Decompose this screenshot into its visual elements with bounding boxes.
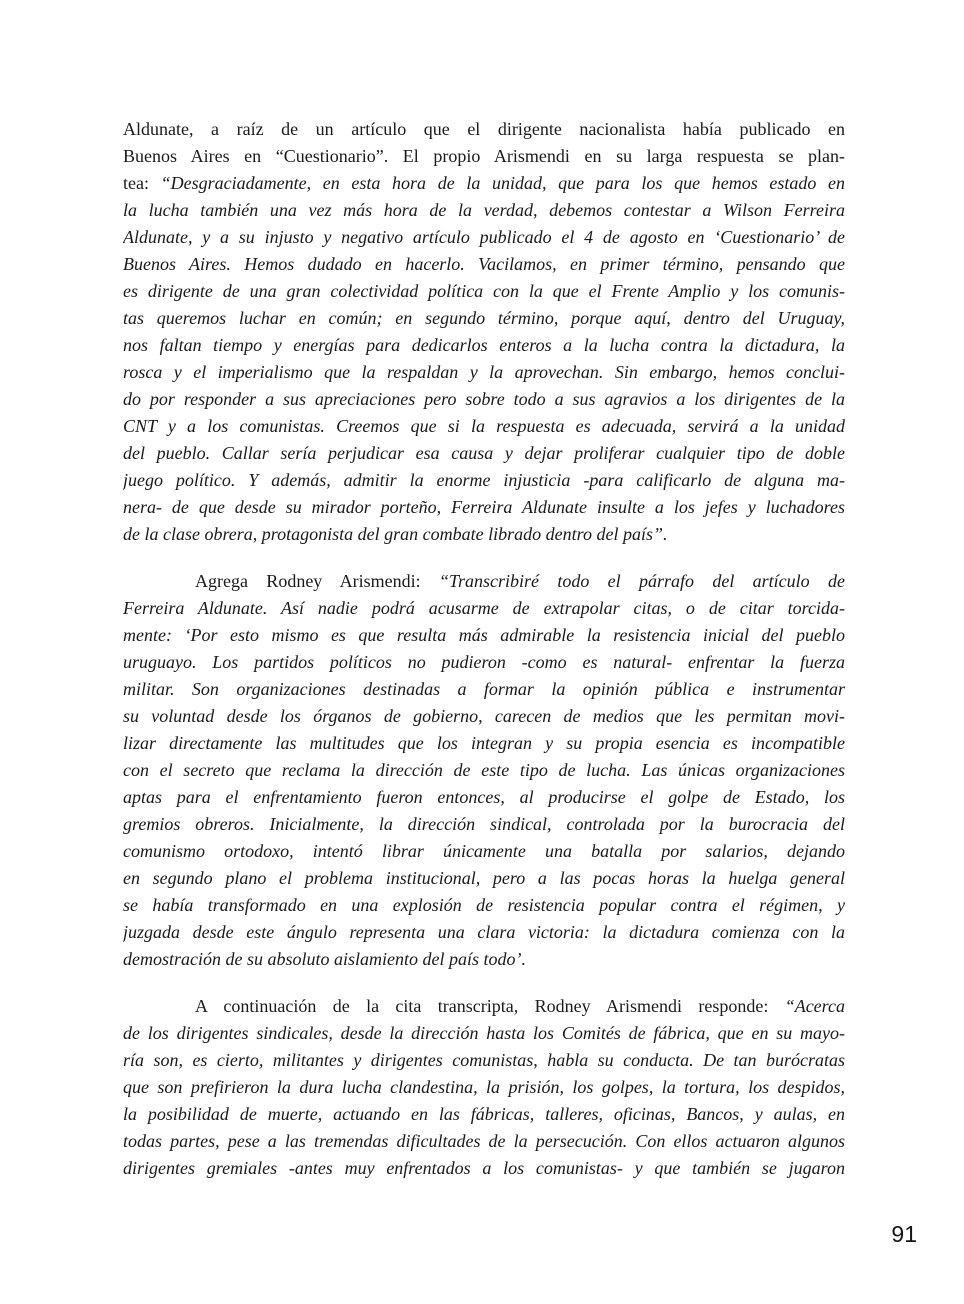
quoted-text-segment: ría son, es cierto, militantes y dirigentes comunistas, habla su conducta. De tan burócratas [123, 1050, 845, 1070]
narrative-text-segment: Buenos Aires en “Cuestionario”. El propio Arismendi en su larga respuesta se plan- [123, 146, 845, 166]
text-line [123, 811, 845, 838]
narrative-text-segment: Agrega Rodney Arismendi: [195, 571, 439, 591]
quoted-text-segment: Ferreira Aldunate. Así nadie podrá acusarme de extrapolar citas, o de citar torcida- [123, 598, 845, 618]
text-line [123, 1020, 845, 1047]
text-line [123, 676, 845, 703]
text-line [123, 413, 845, 440]
text-line [123, 703, 845, 730]
text-line [123, 521, 845, 548]
quoted-text-segment: la lucha también una vez más hora de la verdad, debemos contestar a Wilson Ferreira [123, 200, 845, 220]
text-line [123, 730, 845, 757]
text-block [123, 116, 845, 1182]
text-line [123, 170, 845, 197]
quoted-text-segment: nos faltan tiempo y energías para dedicarlos enteros a la lucha contra la dictadura, la [123, 335, 845, 355]
quoted-text-segment: CNT y a los comunistas. Creemos que si la respuesta es adecuada, servirá a la unidad [123, 416, 845, 436]
quoted-text-segment: “Desgraciadamente, en esta hora de la unidad, que para los que hemos estado en [160, 173, 845, 193]
text-line [123, 1155, 845, 1182]
text-line [123, 386, 845, 413]
quoted-text-segment: “Acerca [784, 996, 845, 1016]
text-line [123, 332, 845, 359]
quoted-text-segment: en segundo plano el problema institucional, pero a las pocas horas la huelga general [123, 868, 845, 888]
text-line [123, 595, 845, 622]
quoted-text-segment: rosca y el imperialismo que la respaldan y la aprovechan. Sin embargo, hemos conclui- [123, 362, 845, 382]
text-line [123, 305, 845, 332]
text-line [123, 946, 845, 973]
text-line [123, 784, 845, 811]
quoted-text-segment: juzgada desde este ángulo representa una clara victoria: la dictadura comienza con la [123, 922, 845, 942]
page-number: 91 [891, 1221, 917, 1247]
text-line [123, 757, 845, 784]
quoted-text-segment: juego político. Y además, admitir la enorme injusticia -para calificarlo de alguna ma- [123, 470, 845, 490]
text-line [123, 1101, 845, 1128]
text-line [123, 649, 845, 676]
paragraph [123, 116, 845, 548]
text-line [123, 1047, 845, 1074]
paragraph [123, 568, 845, 973]
quoted-text-segment: do por responder a sus apreciaciones pero sobre todo a sus agravios a los dirigentes de la [123, 389, 845, 409]
quoted-text-segment: de la clase obrera, protagonista del gran combate librado dentro del país”. [123, 524, 668, 544]
quoted-text-segment: todas partes, pese a las tremendas dificultades de la persecución. Con ellos actuaron algunos [123, 1131, 845, 1151]
quoted-text-segment: lizar directamente las multitudes que los integran y su propia esencia es incompatible [123, 733, 845, 753]
text-line [123, 251, 845, 278]
quoted-text-segment: se había transformado en una explosión de resistencia popular contra el régimen, y [123, 895, 845, 915]
narrative-text-segment: A continuación de la cita transcripta, Rodney Arismendi responde: [195, 996, 785, 1016]
quoted-text-segment: “Transcribiré todo el párrafo del artículo de [438, 571, 845, 591]
text-line [123, 116, 845, 143]
quoted-text-segment: que son prefirieron la dura lucha clandestina, la prisión, los golpes, la tortura, los despidos, [123, 1077, 845, 1097]
text-line [123, 622, 845, 649]
quoted-text-segment: con el secreto que reclama la dirección de este tipo de lucha. Las únicas organizaciones [123, 760, 845, 780]
quoted-text-segment: Buenos Aires. Hemos dudado en hacerlo. Vacilamos, en primer término, pensando que [123, 254, 845, 274]
quoted-text-segment: mente: ‘Por esto mismo es que resulta más admirable la resistencia inicial del pueblo [123, 625, 845, 645]
quoted-text-segment: la posibilidad de muerte, actuando en las fábricas, talleres, oficinas, Bancos, y aulas, en [123, 1104, 845, 1124]
quoted-text-segment: aptas para el enfrentamiento fueron entonces, al producirse el golpe de Estado, los [123, 787, 845, 807]
text-line [123, 224, 845, 251]
text-line [123, 440, 845, 467]
text-line [123, 143, 845, 170]
quoted-text-segment: Aldunate, y a su injusto y negativo artículo publicado el 4 de agosto en ‘Cuestionario’ de [123, 227, 845, 247]
text-line [123, 919, 845, 946]
quoted-text-segment: tas queremos luchar en común; en segundo término, porque aquí, dentro del Uruguay, [123, 308, 845, 328]
quoted-text-segment: militar. Son organizaciones destinadas a formar la opinión pública e instrumentar [123, 679, 845, 699]
quoted-text-segment: demostración de su absoluto aislamiento del país todo’. [123, 949, 526, 969]
text-line [123, 1074, 845, 1101]
text-line [123, 993, 845, 1020]
quoted-text-segment: del pueblo. Callar sería perjudicar esa causa y dejar proliferar cualquier tipo de doble [123, 443, 845, 463]
text-line [123, 197, 845, 224]
text-line [123, 865, 845, 892]
quoted-text-segment: gremios obreros. Inicialmente, la dirección sindical, controlada por la burocracia del [123, 814, 845, 834]
text-line [123, 892, 845, 919]
quoted-text-segment: es dirigente de una gran colectividad política con la que el Frente Amplio y los comunis- [123, 281, 845, 301]
text-line [123, 1128, 845, 1155]
quoted-text-segment: uruguayo. Los partidos políticos no pudieron -como es natural- enfrentar la fuerza [123, 652, 845, 672]
text-line [123, 359, 845, 386]
text-line [123, 278, 845, 305]
paragraph [123, 993, 845, 1182]
narrative-text-segment: Aldunate, a raíz de un artículo que el dirigente nacionalista había publicado en [123, 119, 845, 139]
quoted-text-segment: comunismo ortodoxo, intentó librar únicamente una batalla por salarios, dejando [123, 841, 845, 861]
quoted-text-segment: de los dirigentes sindicales, desde la dirección hasta los Comités de fábrica, que en su mayo- [123, 1023, 845, 1043]
text-line [123, 467, 845, 494]
quoted-text-segment: su voluntad desde los órganos de gobierno, carecen de medios que les permitan movi- [123, 706, 845, 726]
text-line [123, 838, 845, 865]
quoted-text-segment: nera- de que desde su mirador porteño, Ferreira Aldunate insulte a los jefes y luchadores [123, 497, 845, 517]
narrative-text-segment: tea: [123, 173, 161, 193]
text-line [123, 568, 845, 595]
quoted-text-segment: dirigentes gremiales -antes muy enfrentados a los comunistas- y que también se jugaron [123, 1158, 845, 1178]
text-line [123, 494, 845, 521]
